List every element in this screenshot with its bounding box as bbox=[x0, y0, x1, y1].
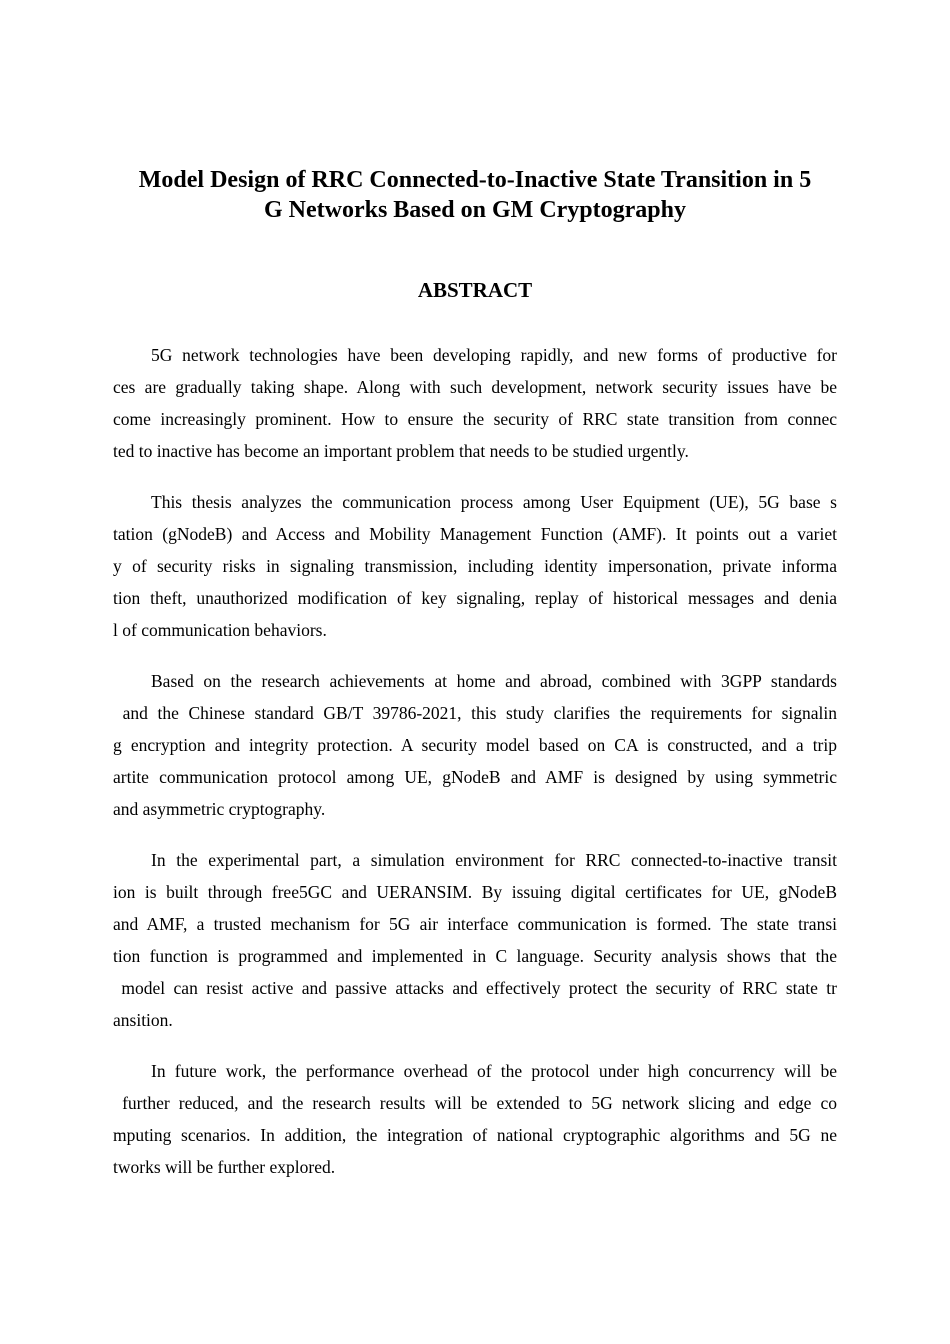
paragraph-line: tion theft, unauthorized modification of key signaling, replay of historical messages and denia bbox=[113, 588, 837, 608]
paragraph-line: In future work, the performance overhead of the protocol under high concurrency will be bbox=[151, 1061, 837, 1081]
paragraph-line: and AMF, a trusted mechanism for 5G air interface communication is formed. The state transi bbox=[113, 914, 837, 934]
paragraph-line: ces are gradually taking shape. Along with such development, network security issues have be bbox=[113, 377, 837, 397]
title-line-2: G Networks Based on GM Cryptography bbox=[263, 197, 686, 223]
paragraph-line: artite communication protocol among UE, gNodeB and AMF is designed by using symmetric bbox=[113, 767, 837, 787]
paragraph-line: g encryption and integrity protection. A security model based on CA is constructed, and a trip bbox=[113, 735, 837, 755]
paragraph-line: This thesis analyzes the communication process among User Equipment (UE), 5G base s bbox=[151, 492, 837, 512]
paragraph-line: In the experimental part, a simulation environment for RRC connected-to-inactive transit bbox=[151, 850, 837, 870]
paragraph-line: y of security risks in signaling transmission, including identity impersonation, private informa bbox=[113, 556, 837, 576]
paragraph-line: further reduced, and the research results will be extended to 5G network slicing and edge co bbox=[113, 1093, 837, 1113]
paragraph-line: come increasingly prominent. How to ensure the security of RRC state transition from connec bbox=[113, 409, 837, 429]
paragraph-line: tworks will be further explored. bbox=[113, 1157, 336, 1177]
paragraph-line: 5G network technologies have been developing rapidly, and new forms of productive for bbox=[151, 345, 837, 365]
paragraph-line: l of communication behaviors. bbox=[113, 620, 327, 640]
paragraph-line: Based on the research achievements at home and abroad, combined with 3GPP standards bbox=[151, 671, 837, 691]
abstract-heading: ABSTRACT bbox=[417, 278, 533, 302]
paragraph-line: ansition. bbox=[113, 1010, 173, 1030]
paragraph-line: and the Chinese standard GB/T 39786-2021, this study clarifies the requirements for signalin bbox=[113, 703, 837, 723]
paragraph-line: ted to inactive has become an important problem that needs to be studied urgently. bbox=[113, 441, 689, 461]
paragraph-line: model can resist active and passive attacks and effectively protect the security of RRC state tr bbox=[113, 978, 837, 998]
title-line-1: Model Design of RRC Connected-to-Inactive State Transition in 5 bbox=[138, 167, 812, 193]
paragraph-line: and asymmetric cryptography. bbox=[113, 799, 326, 819]
paragraph-line: tation (gNodeB) and Access and Mobility Management Function (AMF). It points out a variet bbox=[113, 524, 837, 544]
paragraph-line: tion function is programmed and implemented in C language. Security analysis shows that the bbox=[113, 946, 837, 966]
paragraph-line: mputing scenarios. In addition, the integration of national cryptographic algorithms and 5G ne bbox=[113, 1125, 837, 1145]
paragraph-line: ion is built through free5GC and UERANSIM. By issuing digital certificates for UE, gNodeB bbox=[113, 882, 837, 902]
